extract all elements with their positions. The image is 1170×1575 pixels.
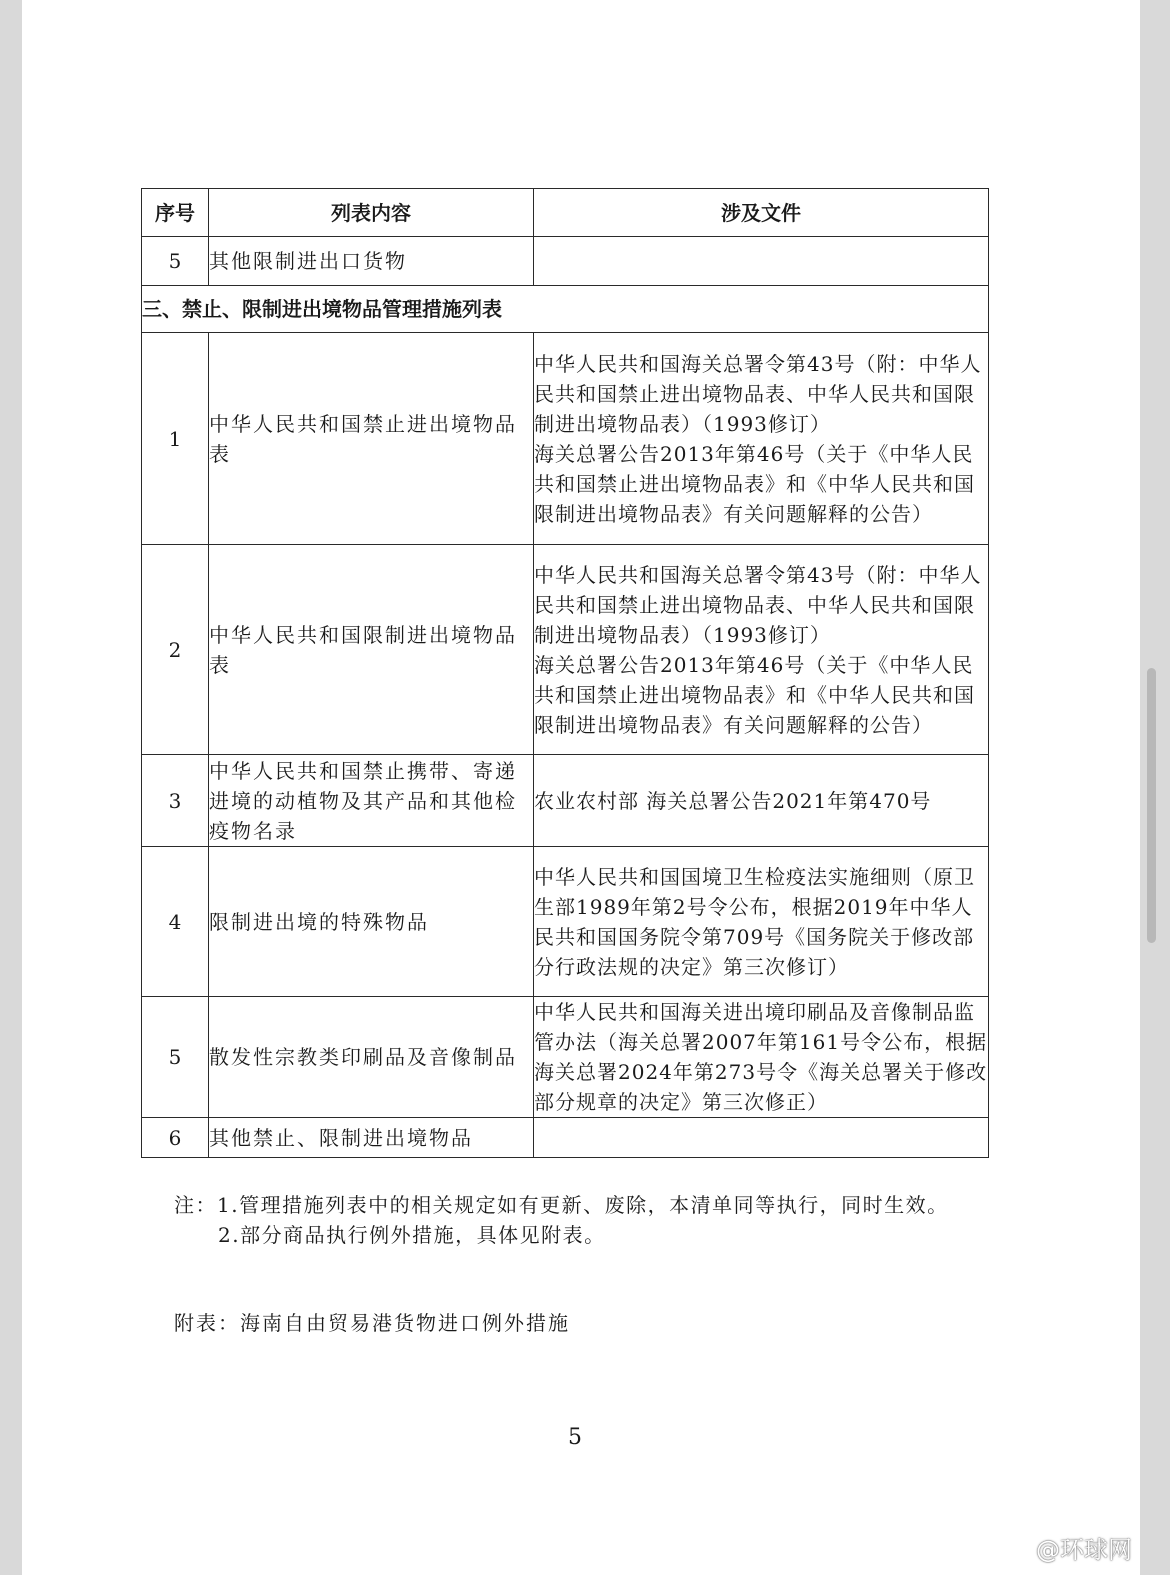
table-row bbox=[142, 237, 989, 286]
weibo-icon bbox=[1000, 1533, 1030, 1563]
notes bbox=[174, 1190, 949, 1250]
file-reference: 中华人民共和国海关进出境印刷品及音像制品监管办法（海关总署2007年第161号令公布，根据海关总署2024年第273号令《海关总署关于修改部分规章的决定》第三次修正） bbox=[534, 1000, 988, 1114]
row-files bbox=[534, 847, 989, 997]
row-content: 其他限制进出口货物 bbox=[209, 237, 534, 286]
file-reference: 海关总署公告2013年第46号（关于《中华人民共和国禁止进出境物品表》和《中华人民共和国限制进出境物品表》有关问题解释的公告） bbox=[534, 441, 975, 526]
table-row bbox=[142, 755, 989, 847]
table-row bbox=[142, 1118, 989, 1158]
scrollbar[interactable] bbox=[1147, 668, 1156, 943]
row-num: 2 bbox=[142, 545, 209, 755]
file-reference: 中华人民共和国海关总署令第43号（附：中华人民共和国禁止进出境物品表、中华人民共和国限制进出境物品表）（1993修订） bbox=[534, 351, 982, 436]
table-header-row bbox=[142, 189, 989, 237]
appendix-title: 附表：海南自由贸易港货物进口例外措施 bbox=[174, 1311, 570, 1335]
row-files bbox=[534, 1118, 989, 1158]
header-num: 序号 bbox=[142, 189, 209, 237]
row-num: 6 bbox=[142, 1118, 209, 1158]
note-line-1: 注：1.管理措施列表中的相关规定如有更新、废除，本清单同等执行，同时生效。 bbox=[174, 1193, 949, 1217]
row-content: 中华人民共和国限制进出境物品表 bbox=[209, 545, 534, 755]
watermark bbox=[1000, 1530, 1132, 1565]
page-number: 5 bbox=[568, 1425, 582, 1450]
header-files: 涉及文件 bbox=[534, 189, 989, 237]
row-num: 5 bbox=[142, 237, 209, 286]
row-content: 限制进出境的特殊物品 bbox=[209, 847, 534, 997]
row-content: 中华人民共和国禁止进出境物品表 bbox=[209, 333, 534, 545]
section-title: 三、禁止、限制进出境物品管理措施列表 bbox=[142, 286, 989, 333]
file-reference: 农业农村部 海关总署公告2021年第470号 bbox=[534, 788, 932, 813]
watermark-text: @环球网 bbox=[1036, 1536, 1132, 1564]
table-row bbox=[142, 333, 989, 545]
measures-table bbox=[141, 188, 989, 1158]
row-num: 5 bbox=[142, 997, 209, 1118]
row-num: 1 bbox=[142, 333, 209, 545]
file-reference: 海关总署公告2013年第46号（关于《中华人民共和国禁止进出境物品表》和《中华人民共和国限制进出境物品表》有关问题解释的公告） bbox=[534, 652, 975, 737]
table-row bbox=[142, 997, 989, 1118]
row-files bbox=[534, 545, 989, 755]
row-files bbox=[534, 755, 989, 847]
section-row bbox=[142, 286, 989, 333]
table-row bbox=[142, 545, 989, 755]
note-line-2: 2.部分商品执行例外措施，具体见附表。 bbox=[218, 1223, 606, 1247]
row-files bbox=[534, 333, 989, 545]
row-num: 3 bbox=[142, 755, 209, 847]
file-reference: 中华人民共和国海关总署令第43号（附：中华人民共和国禁止进出境物品表、中华人民共和国限制进出境物品表）（1993修订） bbox=[534, 562, 982, 647]
row-num: 4 bbox=[142, 847, 209, 997]
row-content: 散发性宗教类印刷品及音像制品 bbox=[209, 997, 534, 1118]
row-content: 中华人民共和国禁止携带、寄递进境的动植物及其产品和其他检疫物名录 bbox=[209, 755, 534, 847]
header-content: 列表内容 bbox=[209, 189, 534, 237]
row-files bbox=[534, 997, 989, 1118]
file-reference: 中华人民共和国国境卫生检疫法实施细则（原卫生部1989年第2号令公布，根据2019年中华人民共和国国务院令第709号《国务院关于修改部分行政法规的决定》第三次修订） bbox=[534, 864, 975, 979]
table-row bbox=[142, 847, 989, 997]
row-files bbox=[534, 237, 989, 286]
row-content: 其他禁止、限制进出境物品 bbox=[209, 1118, 534, 1158]
